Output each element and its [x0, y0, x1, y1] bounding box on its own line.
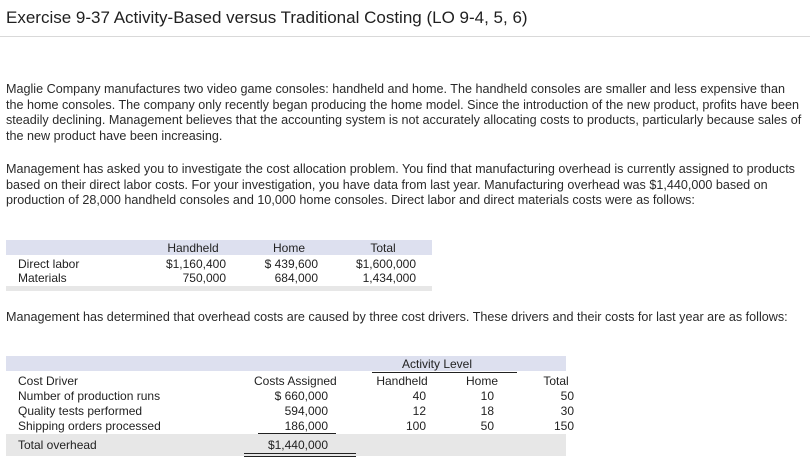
handheld-value: 100 — [405, 419, 426, 433]
investigation-paragraph: Management has asked you to investigate the cost allocation problem. You find that manufacturing overhead is currently assigned to products based on their direct labor costs. For your investigation, you have data from last year. Manufacturing overhead was $1,440,000 based on production of 28,000 handheld consoles and 10,000 home consoles. Direct labor and direct materials costs were as follows: — [6, 162, 795, 208]
exercise-title: Exercise 9-37 Activity-Based versus Traditional Costing (LO 9-4, 5, 6) — [6, 8, 528, 27]
home-value: 18 — [480, 404, 494, 418]
cost-value: 186,000 — [284, 419, 328, 433]
home-value: 50 — [480, 419, 494, 433]
handheld-value: 750,000 — [182, 271, 226, 285]
row-label: Materials — [18, 271, 67, 285]
table1-header-handheld: Handheld — [167, 241, 219, 255]
handheld-value: 12 — [412, 404, 426, 418]
cost-value: 594,000 — [284, 404, 328, 418]
total-value: 30 — [560, 404, 574, 418]
header-costs-assigned: Costs Assigned — [254, 374, 337, 388]
intro-paragraph: Maglie Company manufactures two video game consoles: handheld and home. The handheld consoles are smaller and less expensive than the home consoles. The company only recently began producing the home model. Since the introduction of the new product, profits have been steadily declining. Management believes that the accounting system is not accurately allocating costs to products, particularly because sales of the new product have been increasing. — [6, 82, 802, 144]
total-value: 50 — [560, 389, 574, 403]
header-total: Total — [543, 374, 569, 388]
table1-header-home: Home — [272, 241, 305, 255]
cost-drivers-paragraph: Management has determined that overhead costs are caused by three cost drivers. These drivers and their costs for last year are as follows: — [6, 310, 788, 324]
cost-value: $ 660,000 — [274, 389, 328, 403]
home-value: $ 439,600 — [264, 257, 318, 271]
handheld-value: $1,160,400 — [165, 257, 226, 271]
double-rule-top — [244, 453, 356, 454]
double-rule-bottom — [244, 456, 356, 457]
activity-level-header: Activity Level — [401, 357, 473, 371]
header-handheld: Handheld — [376, 374, 428, 388]
driver-label: Quality tests performed — [18, 404, 143, 418]
home-value: 10 — [480, 389, 494, 403]
title-bar — [0, 0, 810, 37]
total-value: 150 — [553, 419, 574, 433]
table1-footer-band — [6, 286, 432, 291]
driver-label: Shipping orders processed — [18, 419, 161, 433]
total-value: $1,600,000 — [355, 257, 416, 271]
driver-label: Number of production runs — [18, 389, 161, 403]
header-cost-driver: Cost Driver — [18, 374, 79, 388]
activity-level-underline — [372, 372, 517, 373]
home-value: 684,000 — [274, 271, 318, 285]
handheld-value: 40 — [412, 389, 426, 403]
table1-header-total: Total — [370, 241, 396, 255]
total-overhead-label: Total overhead — [18, 438, 97, 452]
row-label: Direct labor — [18, 257, 80, 271]
total-overhead-value: $1,440,000 — [267, 438, 328, 452]
header-home: Home — [465, 374, 498, 388]
total-value: 1,434,000 — [362, 271, 416, 285]
